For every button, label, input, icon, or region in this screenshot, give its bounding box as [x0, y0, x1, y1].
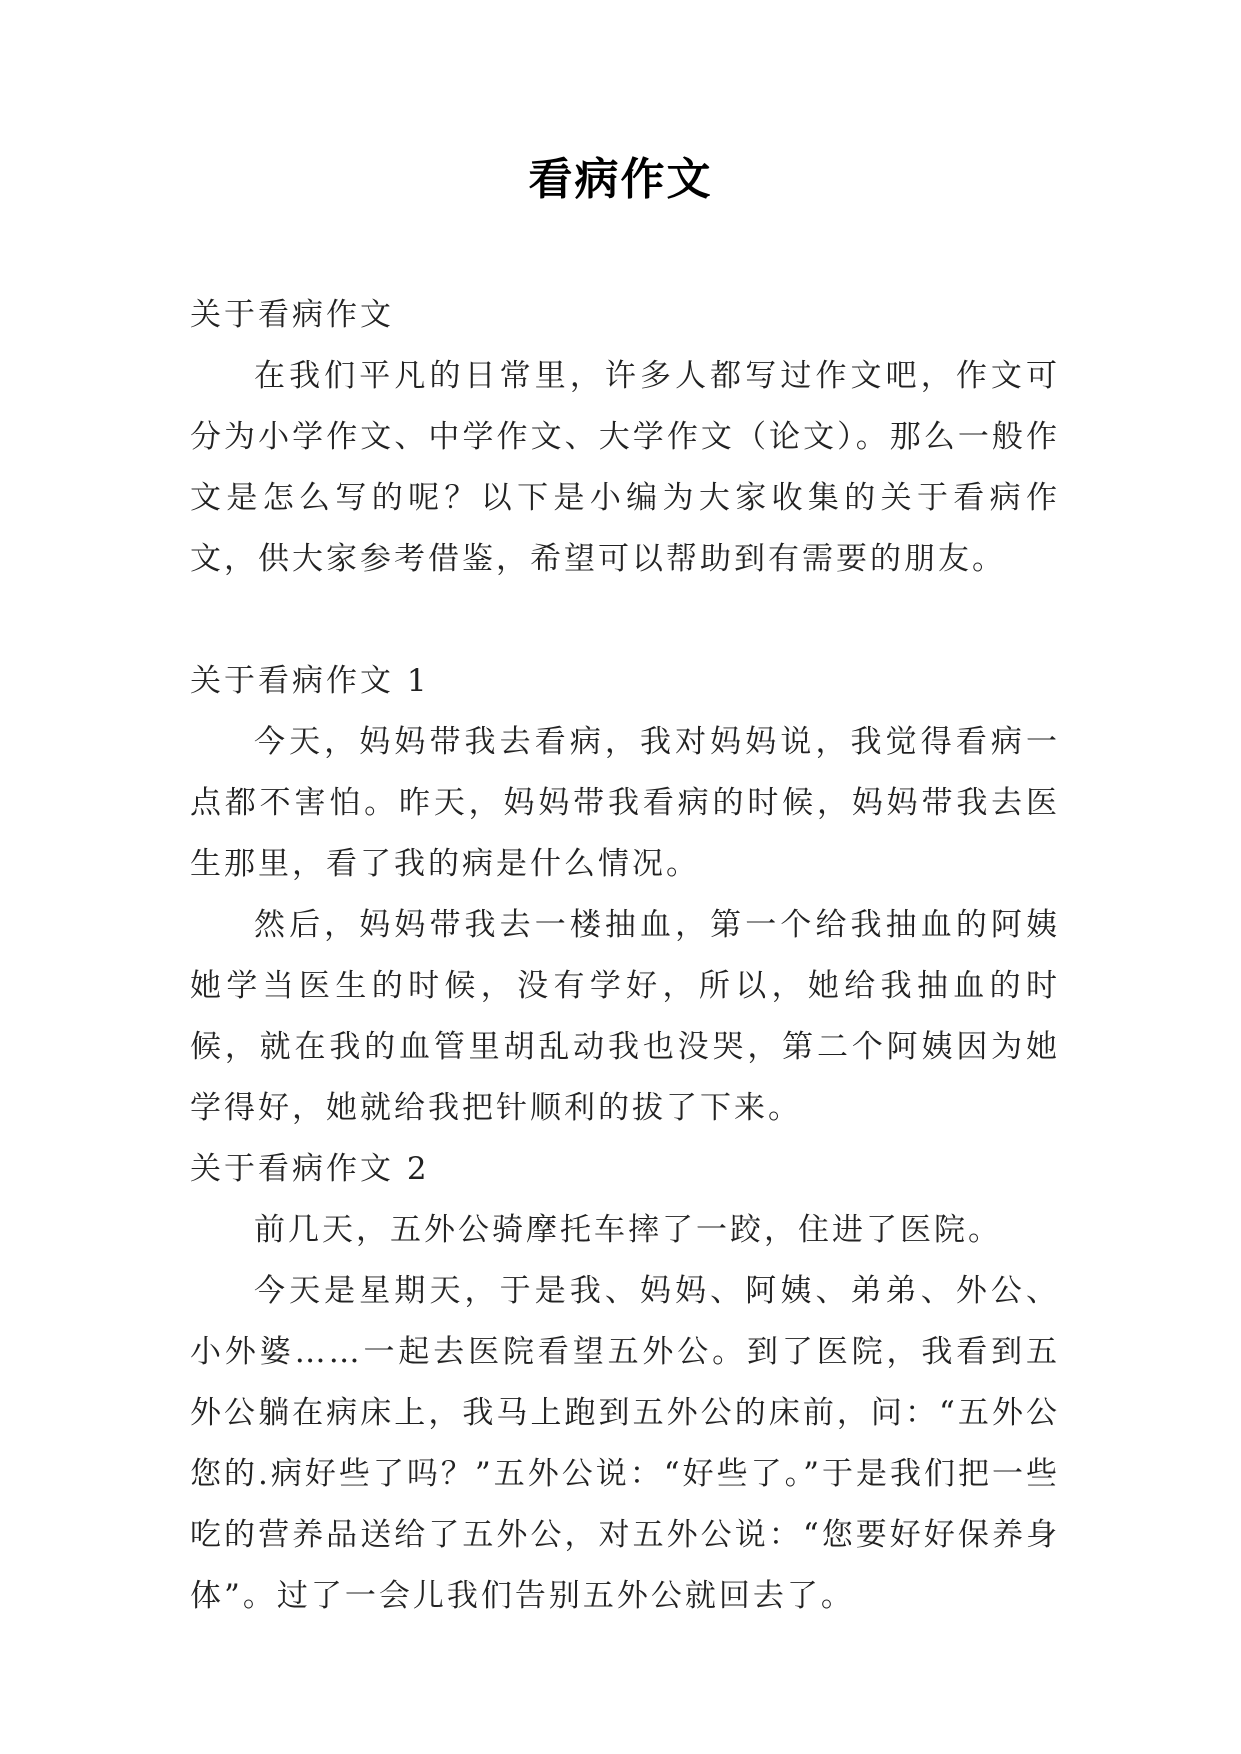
intro-heading: 关于看病作文 — [190, 297, 394, 333]
essay2-paragraph-1: 前几天，五外公骑摩托车摔了一跤，住进了医院。 — [254, 1212, 1002, 1248]
essay1-paragraph-1: 今天，妈妈带我去看病，我对妈妈说，我觉得看病一点都不害怕。昨天，妈妈带我看病的时候，妈妈带我去医生那里，看了我的病是什么情况。 — [190, 724, 1060, 882]
document-body — [190, 285, 1060, 1627]
essay1-paragraph-2: 然后，妈妈带我去一楼抽血，第一个给我抽血的阿姨她学当医生的时候，没有学好，所以，她给我抽血的时候，就在我的血管里胡乱动我也没哭，第二个阿姨因为她学得好，她就给我把针顺利的拔了下来。 — [190, 907, 1060, 1126]
section-spacer — [190, 590, 1060, 651]
essay2-heading: 关于看病作文 2 — [190, 1151, 430, 1187]
intro-paragraph: 在我们平凡的日常里，许多人都写过作文吧，作文可分为小学作文、中学作文、大学作文（论文）。那么一般作文是怎么写的呢？以下是小编为大家收集的关于看病作文，供大家参考借鉴，希望可以帮助到有需要的朋友。 — [190, 358, 1060, 577]
essay1-heading: 关于看病作文 1 — [190, 663, 430, 699]
page-title: 看病作文 — [528, 154, 713, 205]
essay2-paragraph-2: 今天是星期天，于是我、妈妈、阿姨、弟弟、外公、小外婆……一起去医院看望五外公。到了医院，我看到五外公躺在病床上，我马上跑到五外公的床前，问：“五外公您的.病好些了吗？”五外公说：“好些了。”于是我们把一些吃的营养品送给了五外公，对五外公说：“您要好好保养身体”。过了一会儿我们告别五外公就回去了。 — [190, 1273, 1060, 1614]
